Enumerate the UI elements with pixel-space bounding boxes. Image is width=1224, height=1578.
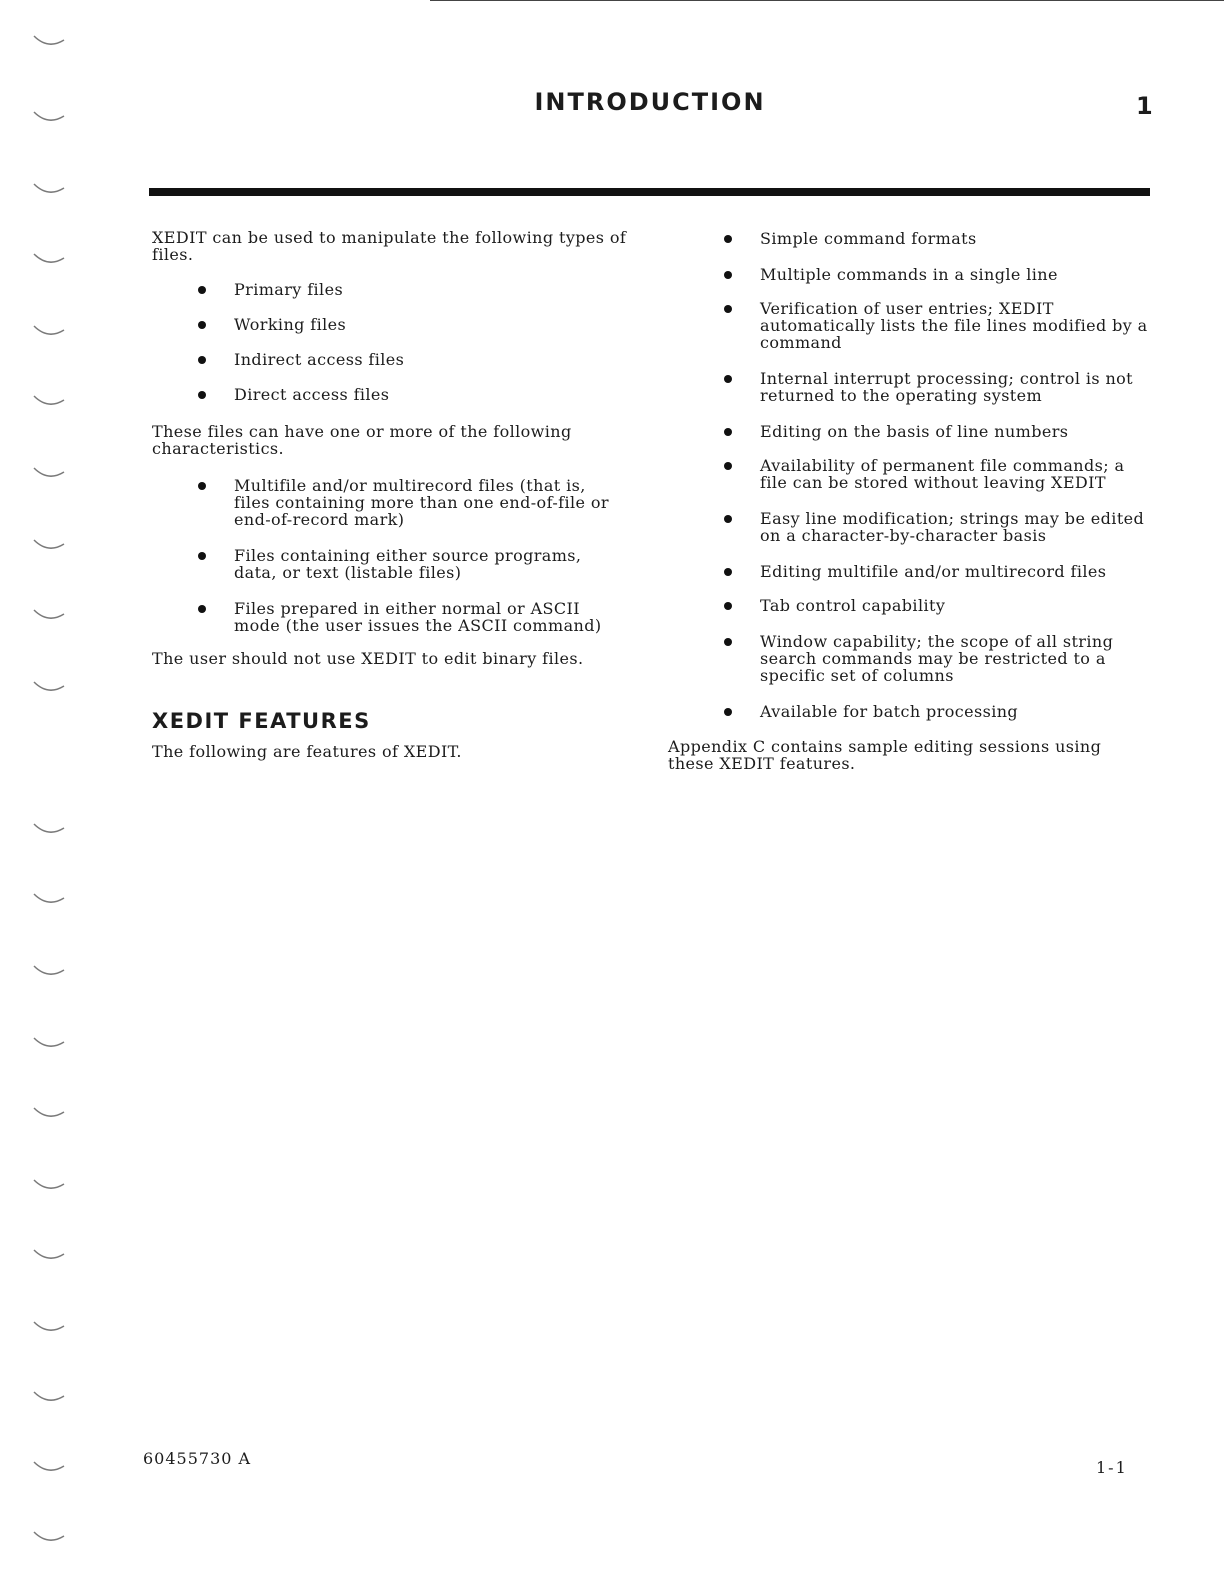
list-item: Verification of user entries; XEDIT automatically lists the file lines modified by a command — [668, 300, 1148, 351]
binder-hole-mark — [34, 1322, 64, 1330]
list-item: Available for batch processing — [668, 703, 1148, 720]
binder-hole-mark — [34, 254, 64, 262]
binder-hole-mark — [34, 184, 64, 192]
right-column — [668, 230, 1148, 772]
page-number: 1-1 — [1096, 1458, 1128, 1477]
features-heading: XEDIT FEATURES — [152, 709, 371, 733]
list-item: Internal interrupt processing; control is not returned to the operating system — [668, 370, 1148, 404]
binder-hole-mark — [34, 36, 64, 44]
binary-note: The user should not use XEDIT to edit binary files. — [152, 649, 584, 668]
features-list — [668, 230, 1148, 720]
list-item: Tab control capability — [668, 597, 1148, 614]
binder-hole-mark — [34, 1392, 64, 1400]
bullet-icon — [724, 602, 732, 610]
bullet-icon — [724, 235, 732, 243]
binder-hole-mark — [34, 1038, 64, 1046]
list-item: Simple command formats — [668, 230, 1148, 247]
binder-hole-mark — [34, 1108, 64, 1116]
list-item: Multifile and/or multirecord files (that is, files containing more than one end-of-file or end-of-record mark) — [152, 477, 614, 528]
binder-hole-mark — [34, 540, 64, 548]
characteristics-list — [152, 477, 652, 634]
bullet-icon — [724, 375, 732, 383]
binder-hole-mark — [34, 1462, 64, 1470]
bullet-icon — [724, 638, 732, 646]
binder-hole-mark — [34, 610, 64, 618]
document-number: 60455730 A — [143, 1449, 252, 1468]
top-edge-rule — [430, 0, 1224, 1]
binder-hole-mark — [34, 468, 64, 476]
binder-hole-mark — [34, 682, 64, 690]
bullet-icon — [198, 605, 206, 613]
binder-hole-mark — [34, 966, 64, 974]
list-item: Indirect access files — [152, 351, 652, 368]
characteristics-intro: These files can have one or more of the following characteristics. — [152, 422, 572, 458]
bullet-icon — [198, 286, 206, 294]
chapter-rule — [149, 188, 1150, 196]
bullet-icon — [198, 321, 206, 329]
list-item: Files prepared in either normal or ASCII mode (the user issues the ASCII command) — [152, 600, 624, 634]
list-item: Window capability; the scope of all string search commands may be restricted to a specific set of columns — [668, 633, 1148, 684]
bullet-icon — [724, 271, 732, 279]
binder-hole-mark — [34, 1180, 64, 1188]
binder-hole-mark — [34, 326, 64, 334]
list-item: Editing on the basis of line numbers — [668, 423, 1148, 440]
appendix-note: Appendix C contains sample editing sessions using these XEDIT features. — [668, 737, 1102, 773]
intro-paragraph: XEDIT can be used to manipulate the following types of files. — [152, 228, 627, 264]
chapter-title: INTRODUCTION — [534, 88, 766, 116]
file-types-list — [152, 281, 652, 403]
list-item: Multiple commands in a single line — [668, 266, 1148, 283]
bullet-icon — [198, 482, 206, 490]
list-item: Easy line modification; strings may be edited on a character-by-character basis — [668, 510, 1148, 544]
list-item: Working files — [152, 316, 652, 333]
binder-hole-mark — [34, 396, 64, 404]
bullet-icon — [724, 428, 732, 436]
binder-hole-mark — [34, 894, 64, 902]
list-item: Editing multifile and/or multirecord files — [668, 563, 1148, 580]
bullet-icon — [198, 391, 206, 399]
list-item: Primary files — [152, 281, 652, 298]
list-item: Availability of permanent file commands; a file can be stored without leaving XEDIT — [668, 457, 1148, 491]
list-item: Files containing either source programs, data, or text (listable files) — [152, 547, 614, 581]
bullet-icon — [198, 552, 206, 560]
binder-hole-mark — [34, 1250, 64, 1258]
bullet-icon — [198, 356, 206, 364]
binder-hole-mark — [34, 1532, 64, 1540]
features-intro: The following are features of XEDIT. — [152, 742, 462, 761]
chapter-number: 1 — [1136, 92, 1153, 120]
bullet-icon — [724, 708, 732, 716]
bullet-icon — [724, 568, 732, 576]
bullet-icon — [724, 515, 732, 523]
left-column — [152, 229, 652, 760]
binder-hole-mark — [34, 824, 64, 832]
bullet-icon — [724, 305, 732, 313]
list-item: Direct access files — [152, 386, 652, 403]
bullet-icon — [724, 462, 732, 470]
